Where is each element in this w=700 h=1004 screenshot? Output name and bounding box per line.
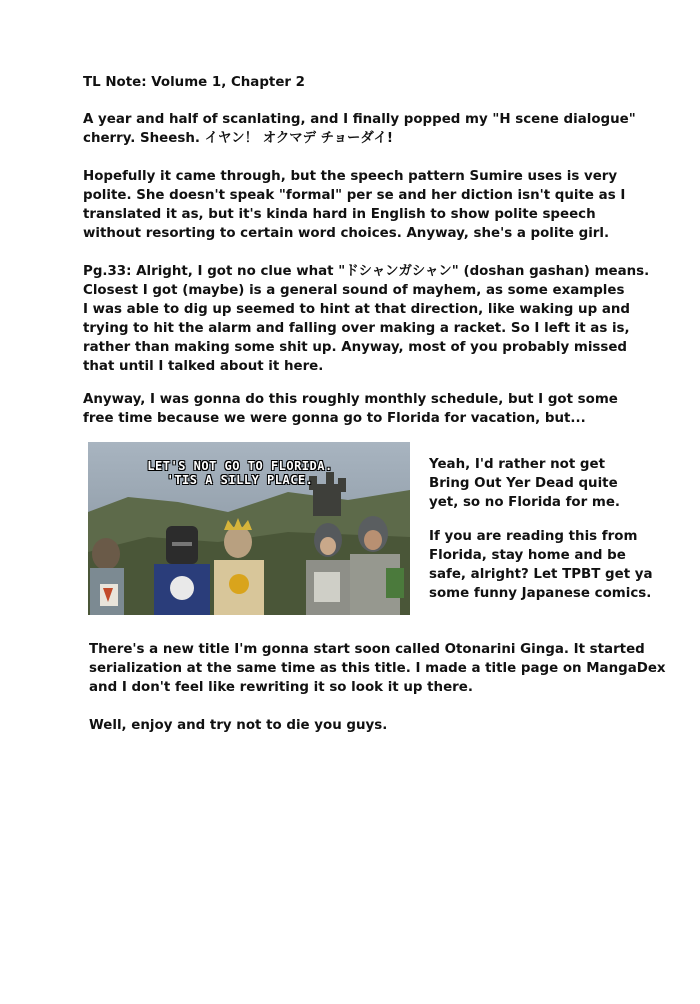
caption-line: 'TIS A SILLY PLACE. — [166, 473, 314, 487]
paragraph-line: There's a new title I'm gonna start soon called Otonarini Ginga. It started — [89, 642, 645, 657]
side-line: Florida, stay home and be — [429, 548, 626, 563]
heading-line: TL Note: Volume 1, Chapter 2 — [83, 75, 305, 90]
paragraph-line: serialization at the same time as this title. I made a title page on MangaDex — [89, 661, 666, 676]
paragraph-line: and I don't feel like rewriting it so look it up there. — [89, 680, 473, 695]
paragraph-line: Well, enjoy and try not to die you guys. — [89, 718, 388, 733]
side-paragraph-2 — [429, 527, 679, 603]
paragraph-line: without resorting to certain word choices. Anyway, she's a polite girl. — [83, 226, 610, 241]
side-line: Bring Out Yer Dead quite — [429, 476, 618, 491]
note-heading — [83, 73, 643, 92]
paragraph-4 — [83, 390, 643, 428]
knight-left — [90, 538, 124, 615]
paragraph-line: Closest I got (maybe) is a general sound of mayhem, as some examples — [83, 283, 625, 298]
paragraph-line: that until I talked about it here. — [83, 359, 324, 374]
side-line: some funny Japanese comics. — [429, 586, 652, 601]
caption-line: LET'S NOT GO TO FLORIDA. — [147, 459, 333, 473]
side-line: yet, so no Florida for me. — [429, 495, 621, 510]
side-line: If you are reading this from — [429, 529, 638, 544]
paragraph-line: Hopefully it came through, but the speech pattern Sumire uses is very — [83, 169, 618, 184]
paragraph-6 — [89, 716, 649, 735]
paragraph-line: I was able to dig up seemed to hint at that direction, like waking up and — [83, 302, 630, 317]
paragraph-line: polite. She doesn't speak "formal" per se and her diction isn't quite as I — [83, 188, 626, 203]
paragraph-line: trying to hit the alarm and falling over making a racket. So I left it as is, — [83, 321, 630, 336]
paragraph-line: free time because we were gonna go to Florida for vacation, but... — [83, 411, 586, 426]
paragraph-3 — [83, 262, 650, 376]
paragraph-line: rather than making some shit up. Anyway, most of you probably missed — [83, 340, 628, 355]
paragraph-line: A year and half of scanlating, and I finally popped my "H scene dialogue" — [83, 112, 636, 127]
paragraph-line: Pg.33: Alright, I got no clue what "ドシャンガシャン" (doshan gashan) means. — [83, 264, 650, 279]
paragraph-2 — [83, 167, 643, 243]
paragraph-line: Anyway, I was gonna do this roughly monthly schedule, but I got some — [83, 392, 618, 407]
side-line: Yeah, I'd rather not get — [429, 457, 605, 472]
paragraph-1 — [83, 110, 643, 148]
side-paragraph-1 — [429, 455, 679, 512]
paragraph-line: translated it as, but it's kinda hard in English to show polite speech — [83, 207, 596, 222]
image-caption — [130, 459, 350, 487]
paragraph-line: cherry. Sheesh. イヤン！ オクマデ チョーダイ! — [83, 131, 394, 146]
paragraph-5 — [89, 640, 666, 697]
side-line: safe, alright? Let TPBT get ya — [429, 567, 653, 582]
